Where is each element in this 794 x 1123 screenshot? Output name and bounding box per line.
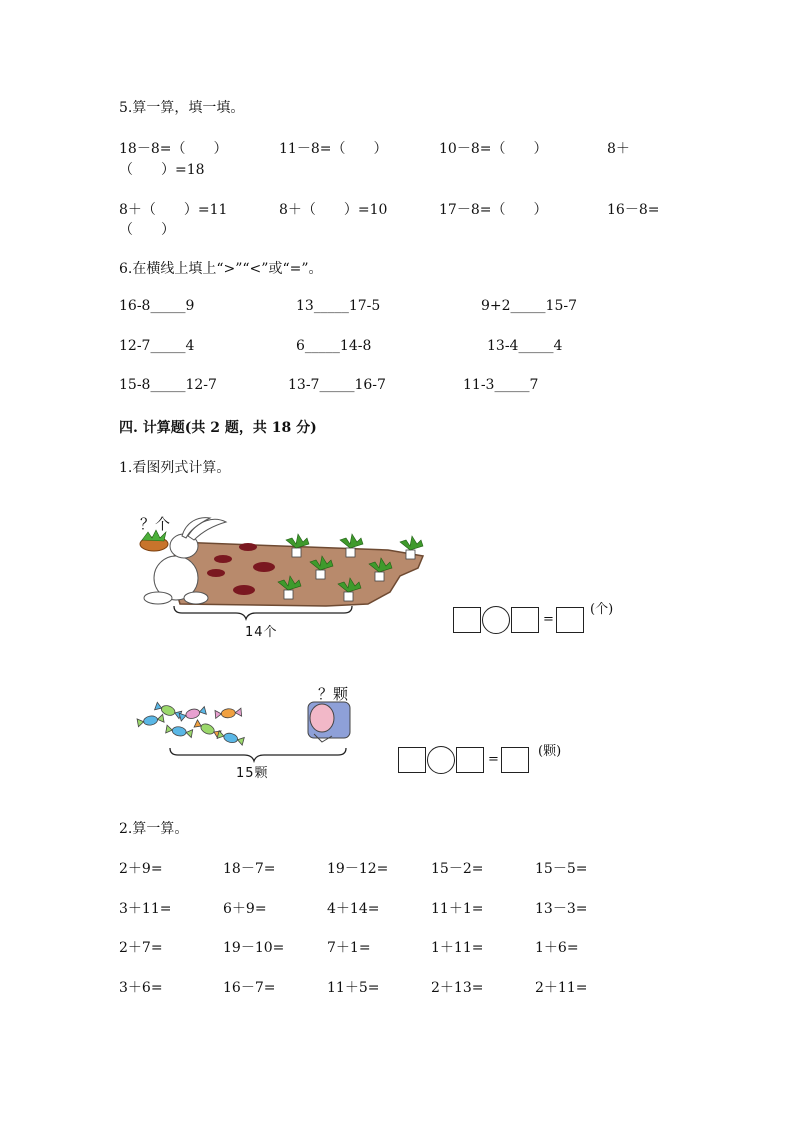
q6-r2-c2: 6_____14-8 <box>296 338 372 354</box>
p2-item: 19－12= <box>327 861 389 877</box>
figure-candies <box>132 680 372 780</box>
operator-circle[interactable] <box>427 746 455 774</box>
q6-r1-c1: 16-8_____9 <box>119 298 195 314</box>
q5-r2-wrap: （ ） <box>119 222 175 238</box>
answer-box[interactable] <box>398 747 426 773</box>
p1-title: 1.看图列式计算。 <box>119 460 231 476</box>
p2-item: 3＋6= <box>119 980 163 996</box>
answer-box[interactable] <box>456 747 484 773</box>
p2-item: 13－3= <box>535 901 588 917</box>
operator-circle[interactable] <box>482 606 510 634</box>
p2-item: 4＋14= <box>327 901 380 917</box>
p2-item: 2＋13= <box>431 980 484 996</box>
p2-item: 1＋6= <box>535 940 579 956</box>
q6-r2-c1: 12-7_____4 <box>119 338 195 354</box>
rabbit-carrot-illustration <box>128 506 438 636</box>
p2-item: 11＋1= <box>431 901 484 917</box>
q5-r2-item-4: 16－8= <box>607 202 660 218</box>
q5-r2-item-2: 8＋（ ）=10 <box>279 202 388 218</box>
q5-r1-wrap: （ ）=18 <box>119 162 205 178</box>
q5-r1-item-4: 8＋ <box>607 141 630 157</box>
q6-r3-c1: 15-8_____12-7 <box>119 377 217 393</box>
answer-box[interactable] <box>501 747 529 773</box>
p2-item: 6＋9= <box>223 901 267 917</box>
fig1-total-label: 14个 <box>245 625 278 640</box>
p2-item: 15－5= <box>535 861 588 877</box>
p2-item: 18－7= <box>223 861 276 877</box>
q5-r1-item-1: 18－8=（ ） <box>119 141 228 157</box>
equals-sign: = <box>543 612 554 627</box>
p2-item: 2＋7= <box>119 940 163 956</box>
equals-sign: = <box>488 752 499 767</box>
q5-r2-item-3: 17－8=（ ） <box>439 202 548 218</box>
p2-item: 1＋11= <box>431 940 484 956</box>
p2-row-4 <box>119 977 719 997</box>
p2-item: 11＋5= <box>327 980 380 996</box>
fig1-question-label: ？个 <box>140 515 171 533</box>
q6-title: 6.在横线上填上“>”“<”或“=”。 <box>119 261 323 277</box>
p2-item: 7＋1= <box>327 940 371 956</box>
q5-r1-item-3: 10－8=（ ） <box>439 141 548 157</box>
p2-item: 15－2= <box>431 861 484 877</box>
q6-r1-c2: 13_____17-5 <box>296 298 381 314</box>
q5-r1-item-2: 11－8=（ ） <box>279 141 388 157</box>
answer-box[interactable] <box>511 607 539 633</box>
q6-r3-c2: 13-7_____16-7 <box>288 377 386 393</box>
q6-r1-c3: 9+2_____15-7 <box>481 298 577 314</box>
fig2-total-label: 15颗 <box>236 766 269 781</box>
p2-item: 2＋11= <box>535 980 588 996</box>
p2-title: 2.算一算。 <box>119 821 189 837</box>
answer-box[interactable] <box>556 607 584 633</box>
unit-label: (个) <box>590 602 614 617</box>
answer-box[interactable] <box>453 607 481 633</box>
q5-r2-item-1: 8＋（ ）=11 <box>119 202 228 218</box>
unit-label: (颗) <box>538 744 562 759</box>
section4-title: 四. 计算题(共 2 题，共 18 分) <box>119 420 317 436</box>
p2-item: 3＋11= <box>119 901 172 917</box>
q6-r2-c3: 13-4_____4 <box>487 338 563 354</box>
p2-row-2 <box>119 898 719 918</box>
q5-title: 5.算一算，填一填。 <box>119 100 245 116</box>
p2-item: 2＋9= <box>119 861 163 877</box>
p2-item: 16－7= <box>223 980 276 996</box>
p2-item: 19－10= <box>223 940 285 956</box>
figure-rabbit-carrots <box>128 506 438 640</box>
p2-row-3 <box>119 937 719 957</box>
fig2-question-label: ？颗 <box>318 685 349 703</box>
q6-r3-c3: 11-3_____7 <box>463 377 539 393</box>
p2-row-1 <box>119 858 719 878</box>
